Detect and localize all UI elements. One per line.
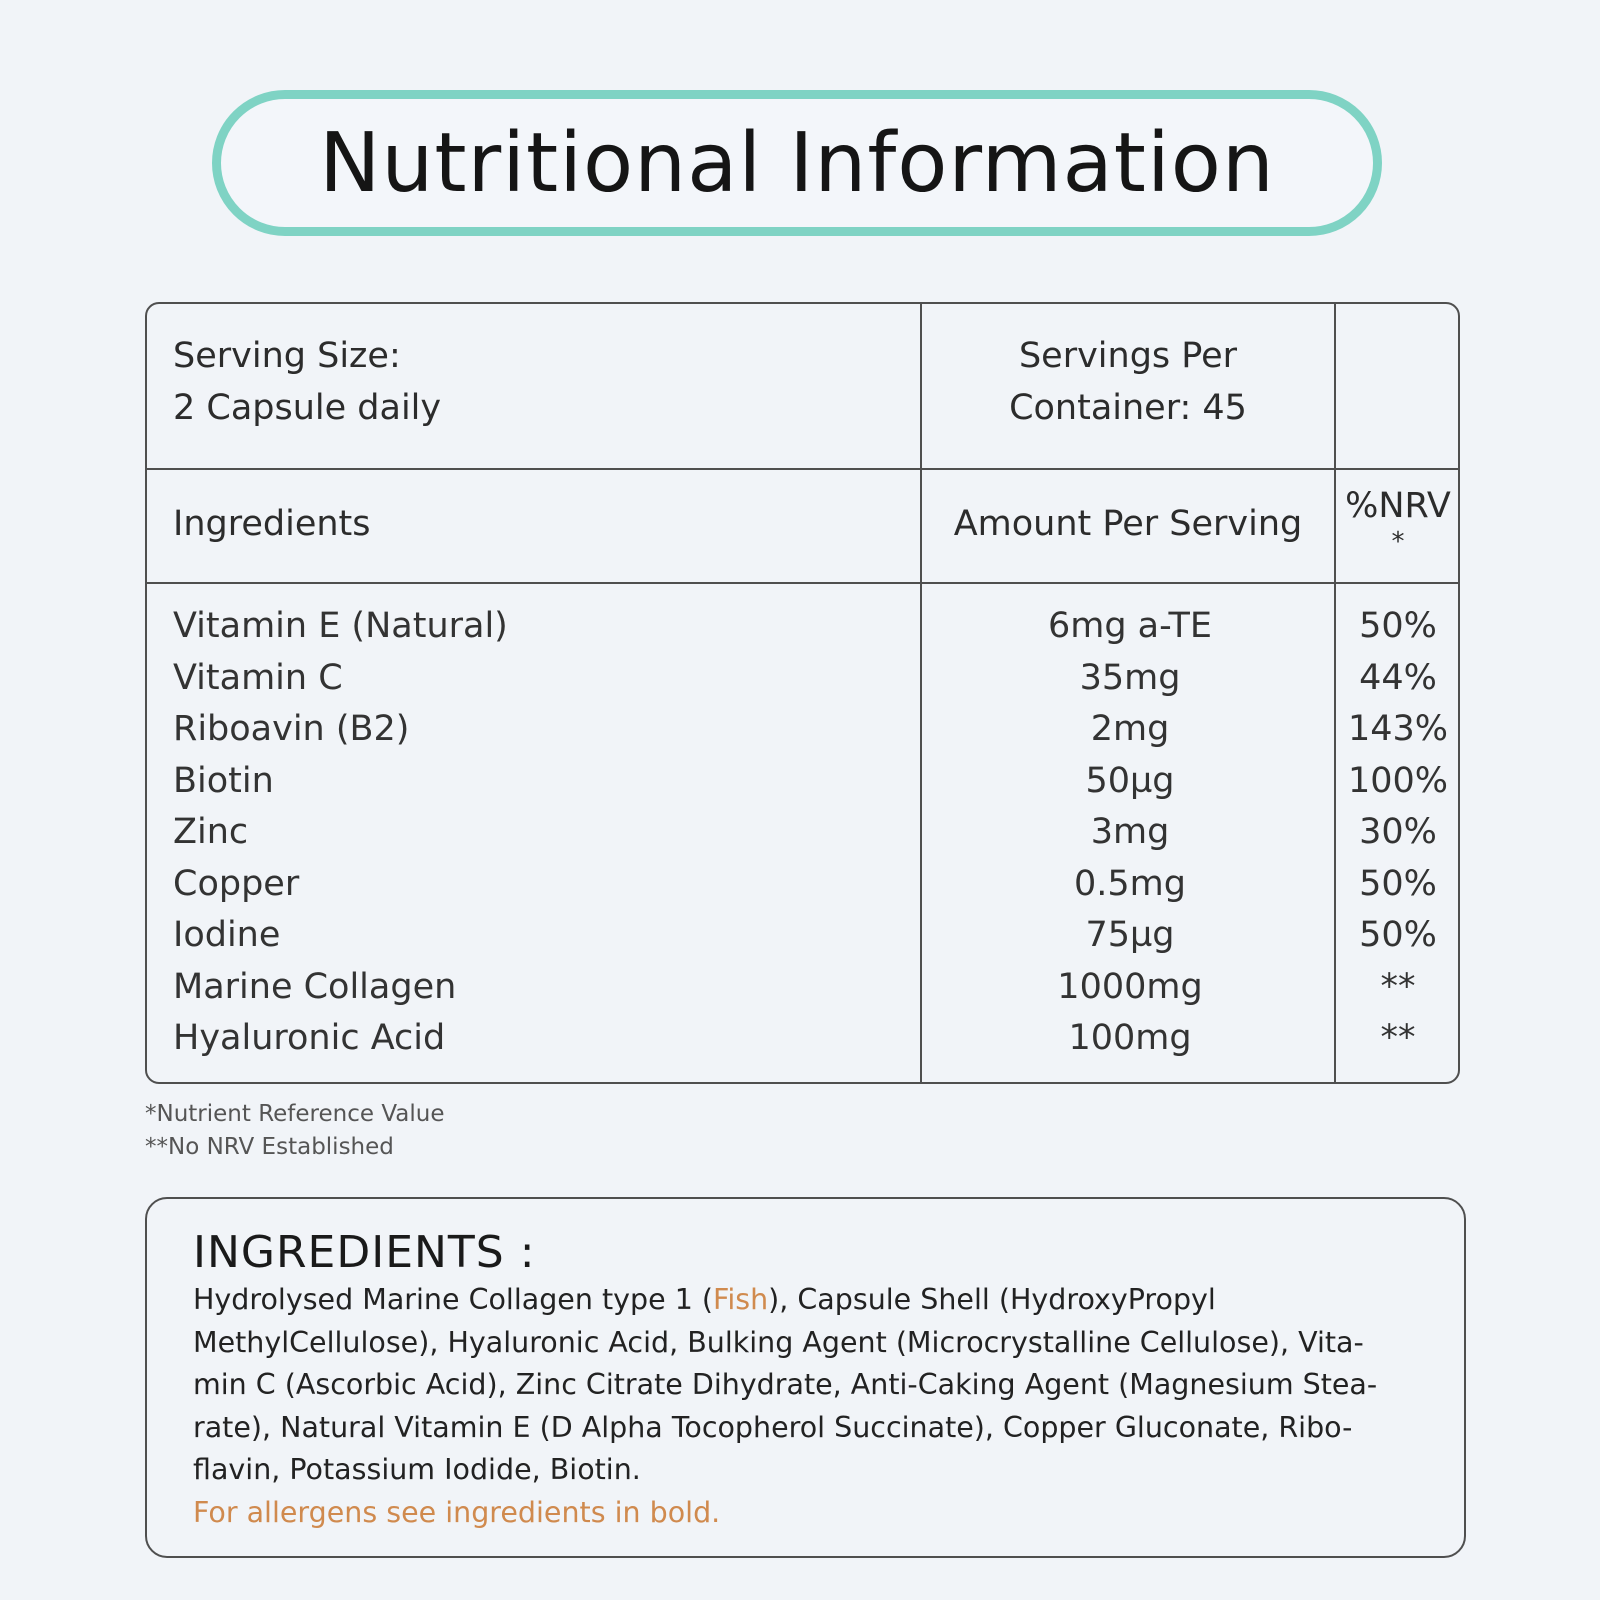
nutrient-amount: 3mg (1090, 812, 1170, 852)
nutrient-amount: 35mg (1079, 657, 1181, 698)
ingredients-line: MethylCellulose), Hyaluronic Acid, Bulking Agent (Microcrystalline Cellulose), Vita- (193, 1325, 1364, 1359)
header-nrv-asterisk: * (1391, 527, 1405, 557)
row-divider (147, 582, 1458, 584)
nutrient-amount: 50µg (1085, 760, 1175, 801)
table-row (147, 703, 1458, 755)
nutrient-nrv: 44% (1359, 657, 1437, 698)
allergen-fish: Fish (713, 1283, 769, 1316)
nutrient-name: Marine Collagen (173, 966, 457, 1007)
header-amount-per-serving: Amount Per Serving (953, 504, 1303, 544)
nutrient-name: Vitamin E (Natural) (173, 606, 508, 646)
nutrient-name: Zinc (173, 812, 249, 852)
nutrient-nrv: ** (1380, 966, 1416, 1007)
nutrient-name: Biotin (173, 760, 274, 801)
nutrient-nrv: ** (1380, 1018, 1416, 1058)
ingredients-line: flavin, Potassium Iodide, Biotin. (193, 1453, 641, 1486)
ingredients-text-segment: ), Capsule Shell (HydroxyPropyl (768, 1283, 1216, 1316)
allergen-note: For allergens see ingredients in bold. (193, 1495, 721, 1529)
table-row (147, 961, 1458, 1013)
ingredients-text (193, 1279, 1433, 1534)
nutrient-nrv: 50% (1359, 915, 1437, 955)
nutrient-name: Vitamin C (173, 657, 343, 698)
servings-per-container-line1: Servings Per (1018, 336, 1238, 376)
row-divider (147, 468, 1458, 470)
header-nrv: %NRV (1345, 486, 1451, 526)
nutrient-name: Riboavin (B2) (173, 709, 410, 749)
ingredients-line: rate), Natural Vitamin E (D Alpha Tocopherol Succinate), Copper Gluconate, Ribo- (193, 1410, 1353, 1444)
nutrient-nrv: 30% (1359, 812, 1437, 852)
table-row (147, 600, 1458, 652)
ingredients-box (145, 1197, 1466, 1558)
ingredients-line (193, 1279, 1433, 1322)
nutrient-name: Iodine (173, 915, 281, 955)
title-banner (212, 90, 1382, 236)
nutrition-table (145, 302, 1460, 1084)
nutrient-amount: 1000mg (1057, 966, 1203, 1007)
nutrient-amount: 100mg (1068, 1018, 1192, 1058)
table-row (147, 858, 1458, 910)
nutrient-name: Hyaluronic Acid (173, 1018, 446, 1058)
header-ingredients: Ingredients (173, 504, 371, 544)
table-row (147, 909, 1458, 961)
ingredients-heading: INGREDIENTS : (193, 1227, 536, 1278)
serving-size-label: Serving Size: (173, 336, 401, 376)
footnotes (145, 1098, 445, 1164)
servings-per-container-line2: Container: 45 (1009, 388, 1247, 428)
table-row (147, 1012, 1458, 1064)
footnote-no-nrv: **No NRV Established (145, 1134, 394, 1160)
nutrient-amount: 6mg a-TE (1047, 606, 1213, 646)
nutrient-nrv: 100% (1347, 760, 1449, 801)
nutrient-name: Copper (173, 863, 300, 904)
ingredients-line: min C (Ascorbic Acid), Zinc Citrate Dihydrate, Anti-Caking Agent (Magnesium Stea- (193, 1368, 1378, 1401)
nutrient-amount: 2mg (1090, 709, 1170, 749)
table-row (147, 806, 1458, 858)
table-row (147, 652, 1458, 704)
table-row (147, 755, 1458, 807)
page-title: Nutritional Information (319, 115, 1275, 211)
nutrient-amount: 0.5mg (1074, 863, 1186, 904)
ingredients-text-segment: Hydrolysed Marine Collagen type 1 ( (193, 1283, 713, 1316)
nutrient-nrv: 50% (1359, 606, 1437, 646)
footnote-nrv: *Nutrient Reference Value (145, 1101, 445, 1127)
serving-size-value: 2 Capsule daily (173, 388, 442, 428)
nutrient-nrv: 143% (1347, 709, 1449, 749)
nutrient-amount: 75µg (1085, 915, 1175, 955)
nutrient-nrv: 50% (1359, 863, 1437, 904)
